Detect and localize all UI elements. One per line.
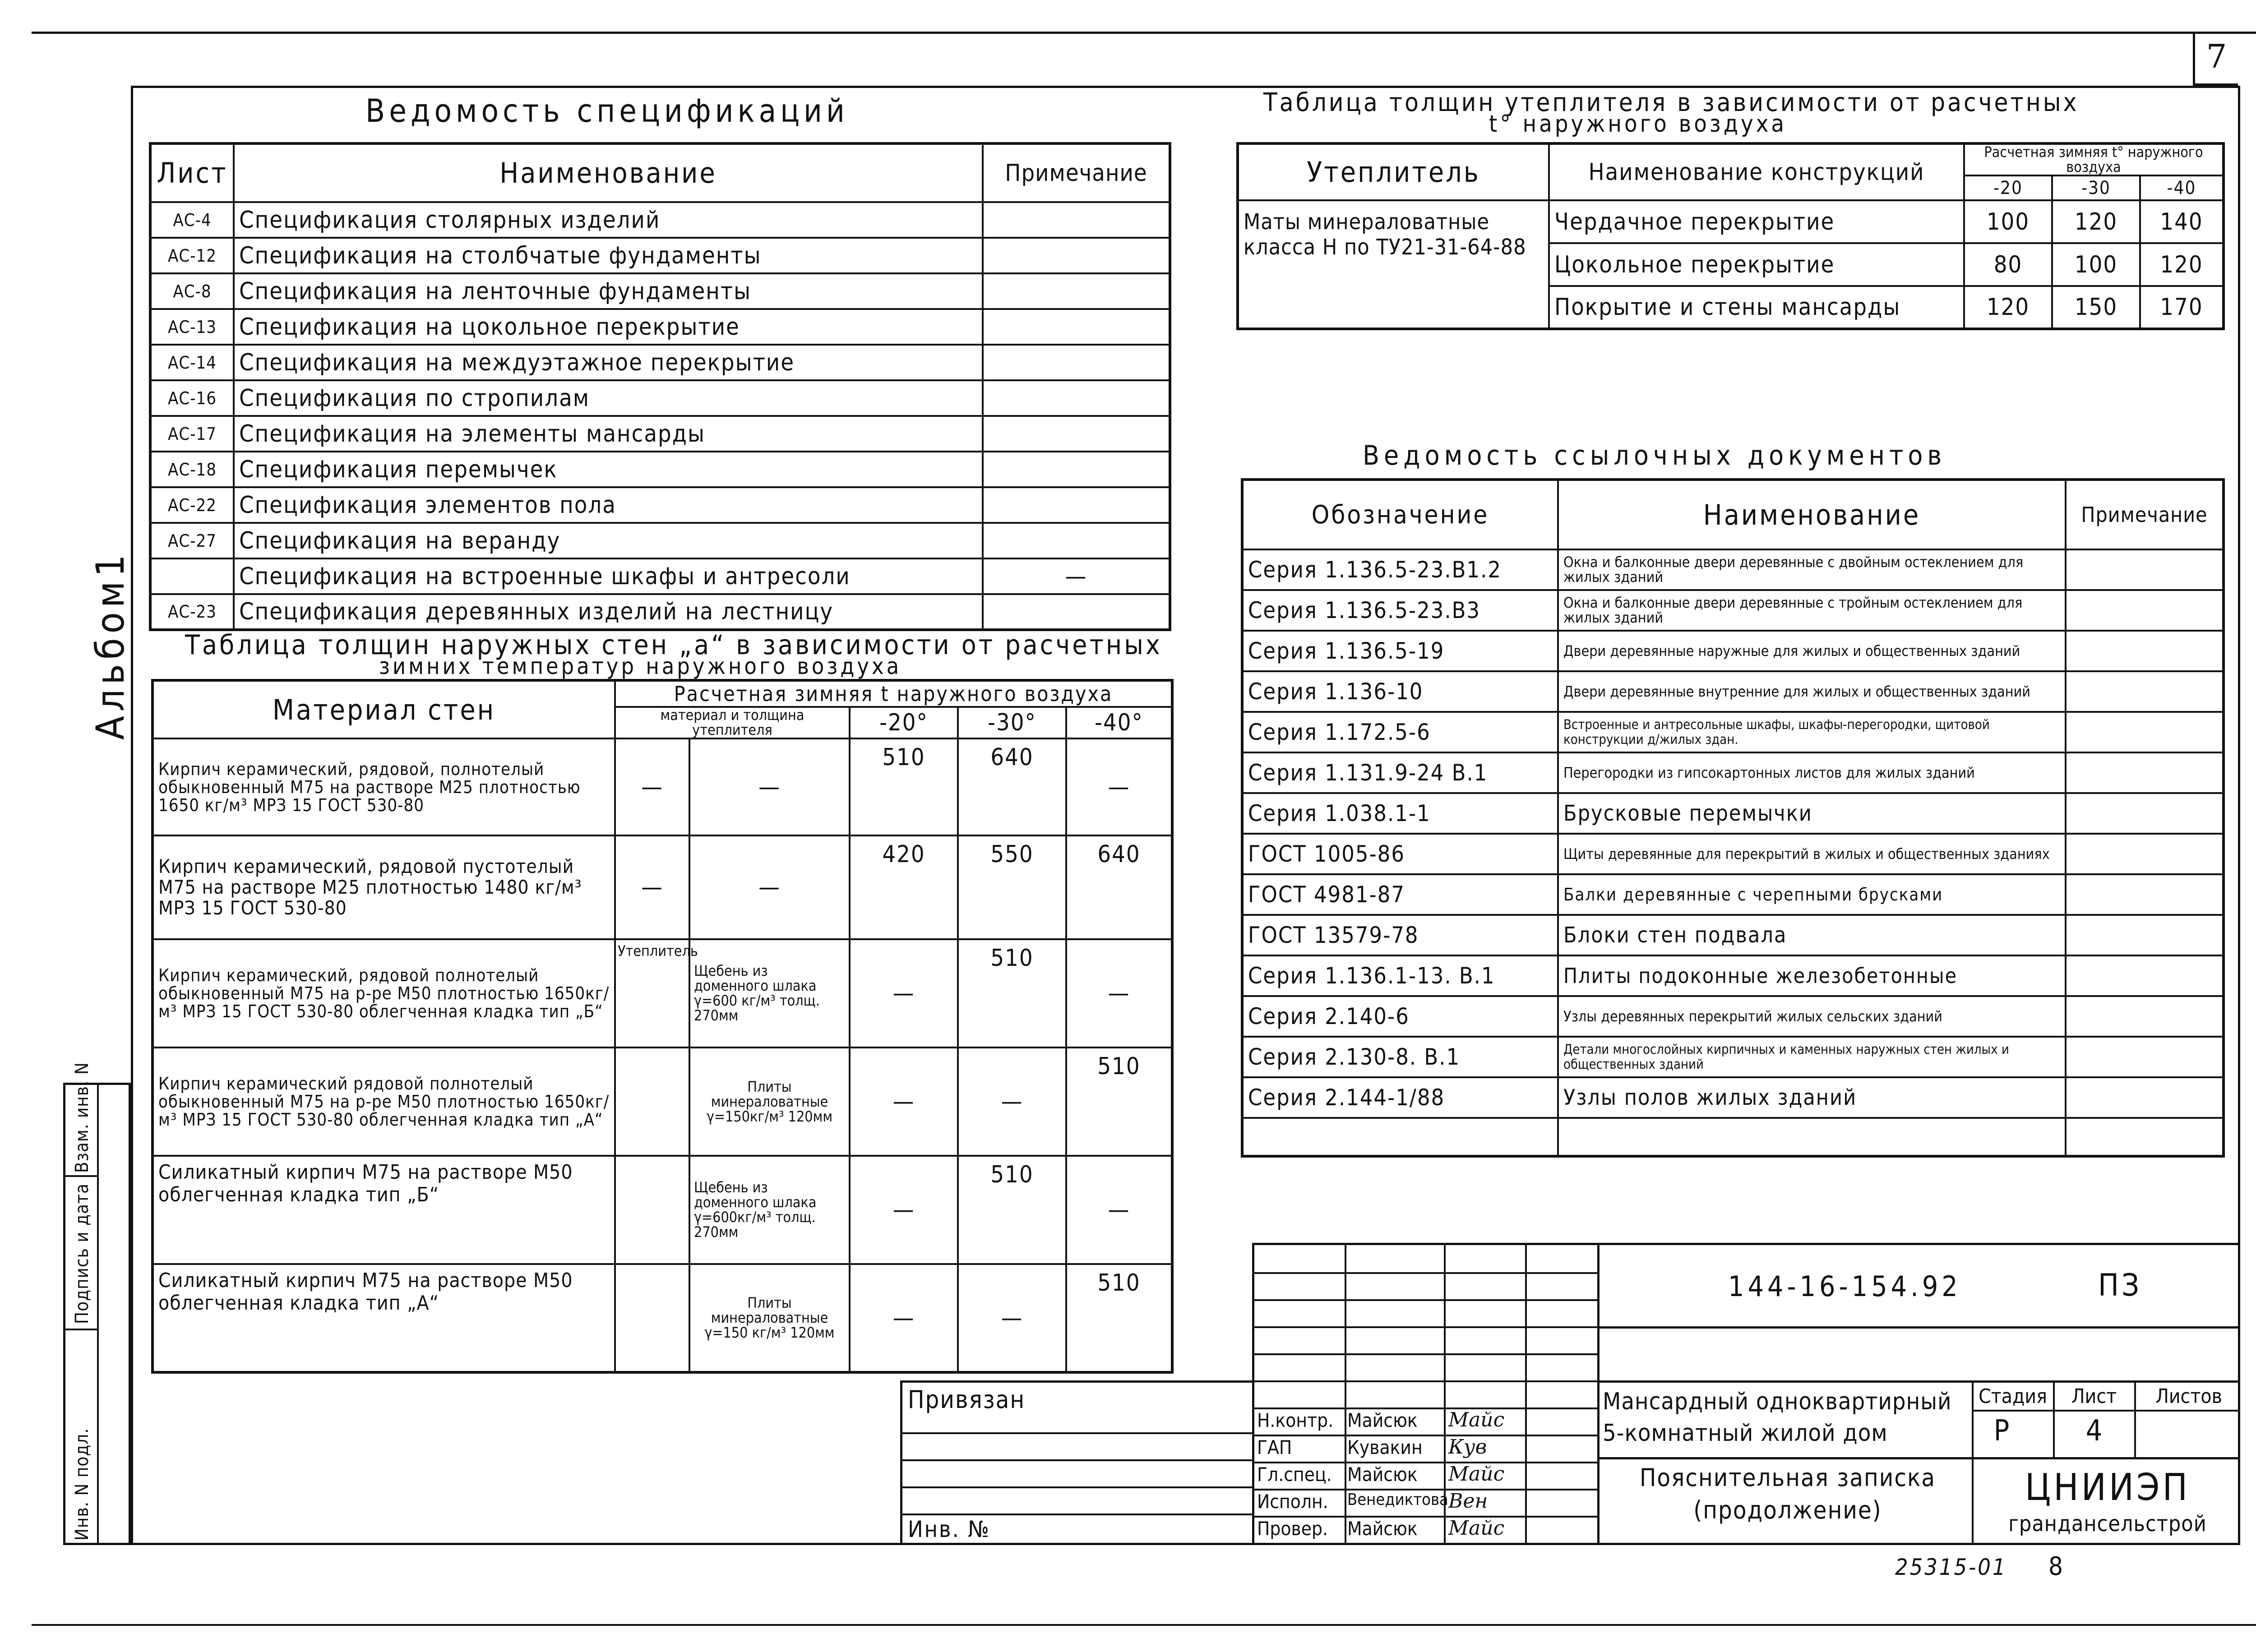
bottom-border [32, 1624, 2256, 1626]
insul-row-t20: 120 [1964, 286, 2052, 329]
ref-header-name: Наименование [1558, 480, 2066, 549]
walls-row-t20: 510 [850, 738, 958, 835]
sheets-label: Листов [2155, 1385, 2222, 1408]
walls-row-t40: 640 [1066, 835, 1172, 939]
ref-row-code: Серия 2.140-6 [1242, 996, 1558, 1037]
ref-row-note [2066, 915, 2224, 955]
ref-docs-title: Ведомость ссылочных документов [1363, 440, 1946, 471]
walls-header-material: Материал стен [153, 680, 615, 738]
walls-row-t40: 510 [1066, 1047, 1172, 1156]
vzam-inv-label: Взам. инв. N [72, 1062, 92, 1173]
spec-row-name: Спецификация на ленточные фундаменты [234, 273, 983, 309]
walls-row-insul1 [615, 1047, 689, 1156]
spec-row-sheet: АС-17 [150, 416, 234, 452]
org-line2: грандансельстрой [2008, 1511, 2207, 1537]
role-name: Майсюк [1347, 1518, 1418, 1540]
spec-row-name: Спецификация деревянных изделий на лестницу [234, 594, 983, 630]
album-label: Альбом1 [88, 550, 133, 740]
ref-row-name: Двери деревянные внутренние для жилых и общественных зданий [1558, 671, 2066, 712]
walls-row-insul1: — [615, 738, 689, 835]
ref-row-code: ГОСТ 4981-87 [1242, 874, 1558, 915]
ref-row-name: Окна и балконные двери деревянные с двойным остеклением для жилых зданий [1558, 549, 2066, 590]
spec-row-sheet: АС-14 [150, 345, 234, 380]
insul-row-t20: 80 [1964, 243, 2052, 286]
spec-row-note [983, 523, 1170, 558]
insul-row-t30: 150 [2052, 286, 2140, 329]
role-signature: Вен [1448, 1490, 1488, 1513]
stage-label: Стадия [1979, 1385, 2047, 1408]
ref-row-code: ГОСТ 13579-78 [1242, 915, 1558, 955]
spec-row-note [983, 309, 1170, 345]
insul-row-name: Покрытие и стены мансарды [1549, 286, 1964, 329]
ref-row-code: Серия 1.038.1-1 [1242, 793, 1558, 834]
left-strip [63, 1062, 131, 1545]
walls-header-t20: -20° [850, 707, 958, 738]
spec-row-name: Спецификация на встроенные шкафы и антресоли [234, 558, 983, 594]
ref-row-code: Серия 1.136-10 [1242, 671, 1558, 712]
inv-podl-label: Инв. N подл. [72, 1428, 92, 1541]
ref-row-name: Двери деревянные наружные для жилых и общественных зданий [1558, 631, 2066, 671]
walls-row-material: Силикатный кирпич М75 на растворе М50 облегченная кладка тип „Б“ [153, 1156, 615, 1264]
ref-row-name: Узлы деревянных перекрытий жилых сельских зданий [1558, 996, 2066, 1037]
ref-row-code: Серия 2.130-8. В.1 [1242, 1037, 1558, 1077]
walls-row-t20: — [850, 1264, 958, 1372]
spec-row-note [983, 487, 1170, 523]
role-name: Майсюк [1347, 1463, 1418, 1486]
ref-row-note [2066, 712, 2224, 752]
spec-row-note [983, 416, 1170, 452]
ref-row-code: Серия 1.136.1-13. В.1 [1242, 955, 1558, 996]
walls-row-t30: 640 [958, 738, 1066, 835]
frame-left [131, 86, 133, 1545]
walls-title-line2: зимних температур наружного воздуха [379, 653, 902, 679]
insul-title-line1: Таблица толщин утеплителя в зависимости от расчетных [1263, 88, 2079, 117]
walls-row-insul1 [615, 1156, 689, 1264]
spec-header-name: Наименование [234, 143, 983, 202]
walls-row-insul2: — [689, 835, 850, 939]
org-line1: ЦНИИЭП [2025, 1466, 2191, 1509]
insul-header-insul: Утеплитель [1238, 143, 1549, 200]
walls-row-t30: 550 [958, 835, 1066, 939]
role-name: Кувакин [1347, 1436, 1423, 1458]
spec-row-note [983, 594, 1170, 630]
spec-row-name: Спецификация на междуэтажное перекрытие [234, 345, 983, 380]
ref-row-note [2066, 955, 2224, 996]
spec-row-sheet: АС-4 [150, 202, 234, 238]
insul-row-t20: 100 [1964, 200, 2052, 243]
ref-row-code [1242, 1118, 1558, 1156]
ref-row-note [2066, 1037, 2224, 1077]
spec-row-name: Спецификация на столбчатые фундаменты [234, 238, 983, 273]
archive-code: 25315-01 [1895, 1554, 2007, 1580]
insul-row-name: Чердачное перекрытие [1549, 200, 1964, 243]
spec-row-sheet: АС-8 [150, 273, 234, 309]
ref-row-code: Серия 2.144-1/88 [1242, 1077, 1558, 1118]
ref-row-note [2066, 874, 2224, 915]
insul-header-t40: -40 [2140, 175, 2224, 200]
spec-list-title: Ведомость спецификаций [365, 92, 849, 129]
spec-row-note [983, 238, 1170, 273]
spec-row-sheet [150, 558, 234, 594]
title-block [1252, 1243, 2240, 1545]
spec-list-table [149, 142, 1171, 631]
role-signature: Майс [1448, 1463, 1505, 1486]
ref-row-note [2066, 793, 2224, 834]
insul-row-t30: 100 [2052, 243, 2140, 286]
stage-value: Р [1993, 1414, 2010, 1448]
walls-row-insul2: — [689, 738, 850, 835]
ref-row-note [2066, 671, 2224, 712]
role-name: Венедиктова [1347, 1490, 1448, 1509]
project-code: 144-16-154.92 [1728, 1270, 1961, 1303]
sheet-label: Лист [2071, 1385, 2117, 1408]
walls-row-insul1: Утеплитель [615, 939, 689, 1047]
ref-row-note [2066, 1118, 2224, 1156]
spec-row-sheet: АС-16 [150, 380, 234, 416]
insul-header-name: Наименование конструкций [1549, 143, 1964, 200]
spec-row-note [983, 345, 1170, 380]
spec-row-sheet: АС-22 [150, 487, 234, 523]
ref-row-name: Балки деревянные с черепными брусками [1558, 874, 2066, 915]
ref-header-code: Обозначение [1242, 480, 1558, 549]
ref-row-code: ГОСТ 1005-86 [1242, 834, 1558, 874]
ref-row-name: Блоки стен подвала [1558, 915, 2066, 955]
spec-row-sheet: АС-23 [150, 594, 234, 630]
role-signature: Майс [1448, 1408, 1505, 1431]
walls-row-t30: 510 [958, 939, 1066, 1047]
insul-row-t40: 120 [2140, 243, 2224, 286]
ref-row-code: Серия 1.136.5-23.В3 [1242, 590, 1558, 631]
spec-header-sheet: Лист [150, 143, 234, 202]
walls-title-line1: Таблица толщин наружных стен „а“ в зависимости от расчетных [185, 629, 1162, 661]
ref-row-note [2066, 752, 2224, 793]
walls-row-insul2: Плиты минераловатные γ=150 кг/м³ 120мм [689, 1264, 850, 1372]
insul-row-t40: 140 [2140, 200, 2224, 243]
spec-header-note: Примечание [983, 143, 1170, 202]
walls-row-t20: — [850, 939, 958, 1047]
ref-row-code: Серия 1.131.9-24 В.1 [1242, 752, 1558, 793]
insul-header-t30: -30 [2052, 175, 2140, 200]
walls-row-t40: — [1066, 1156, 1172, 1264]
ref-row-name: Перегородки из гипсокартонных листов для жилых зданий [1558, 752, 2066, 793]
role-label: Исполн. [1257, 1490, 1328, 1513]
spec-row-name: Спецификация на элементы мансарды [234, 416, 983, 452]
walls-row-t40: — [1066, 939, 1172, 1047]
walls-row-insul1 [615, 1264, 689, 1372]
walls-row-t30: — [958, 1264, 1066, 1372]
ref-row-code: Серия 1.172.5-6 [1242, 712, 1558, 752]
insulation-table [1236, 142, 2225, 330]
role-label: ГАП [1257, 1436, 1292, 1458]
document-name: Пояснительная записка (продолжение) [1639, 1463, 1936, 1524]
podpis-data-label: Подпись и дата [72, 1183, 92, 1324]
walls-row-t30: — [958, 1047, 1066, 1156]
spec-row-note [983, 273, 1170, 309]
walls-row-t20: 420 [850, 835, 958, 939]
privyazan-label: Привязан [908, 1385, 1026, 1414]
walls-row-insul1: — [615, 835, 689, 939]
role-signature: Майс [1448, 1517, 1505, 1540]
inv-no-label: Инв. № [908, 1516, 990, 1542]
ref-row-note [2066, 631, 2224, 671]
sheet-value: 4 [2085, 1414, 2103, 1448]
ref-row-name: Узлы полов жилых зданий [1558, 1077, 2066, 1118]
role-label: Провер. [1257, 1518, 1328, 1540]
walls-row-material: Силикатный кирпич М75 на растворе М50 облегченная кладка тип „А“ [153, 1264, 615, 1372]
walls-row-insul2: Щебень из доменного шлака γ=600 кг/м³ толщ. 270мм [689, 939, 850, 1047]
section-code: ПЗ [2098, 1268, 2142, 1303]
walls-header-t30: -30° [958, 707, 1066, 738]
ref-row-note [2066, 590, 2224, 631]
spec-row-sheet: АС-13 [150, 309, 234, 345]
ref-header-note: Примечание [2066, 480, 2224, 549]
spec-row-name: Спецификация перемычек [234, 452, 983, 487]
archive-page: 8 [2048, 1552, 2063, 1581]
ref-row-name: Окна и балконные двери деревянные с тройным остеклением для жилых зданий [1558, 590, 2066, 631]
walls-row-t20: — [850, 1156, 958, 1264]
ref-row-name: Встроенные и антресольные шкафы, шкафы-перегородки, щитовой конструкции д/жилых здан. [1558, 712, 2066, 752]
spec-row-name: Спецификация на цокольное перекрытие [234, 309, 983, 345]
walls-header-temp: Расчетная зимняя t наружного воздуха [615, 680, 1172, 707]
walls-row-material: Кирпич керамический, рядовой пустотелый М75 на растворе М25 плотностью 1480 кг/м³ МРЗ 15 ГОСТ 530-80 [153, 835, 615, 939]
ref-row-code: Серия 1.136.5-19 [1242, 631, 1558, 671]
spec-row-note: — [983, 558, 1170, 594]
ref-row-note [2066, 996, 2224, 1037]
spec-row-sheet: АС-27 [150, 523, 234, 558]
walls-row-material: Кирпич керамический рядовой полнотелый обыкновенный М75 на р-ре М50 плотностью 1650кг/м³ МРЗ 15 ГОСТ 530-80 облегченная кладка тип „А“ [153, 1047, 615, 1156]
walls-row-t40: — [1066, 738, 1172, 835]
ref-row-note [2066, 1077, 2224, 1118]
privyazan-box [900, 1380, 1252, 1545]
insul-header-t20: -20 [1964, 175, 2052, 200]
building-name: Мансардный одноквартирный 5-комнатный жилой дом [1603, 1388, 1952, 1447]
ref-row-name: Щиты деревянные для перекрытий в жилых и общественных зданиях [1558, 834, 2066, 874]
role-signature: Кув [1448, 1435, 1487, 1458]
walls-header-insul: материал и толщина утеплителя [615, 707, 850, 738]
walls-row-t30: 510 [958, 1156, 1066, 1264]
spec-row-name: Спецификация элементов пола [234, 487, 983, 523]
ref-row-name: Детали многослойных кирпичных и каменных наружных стен жилых и общественных зданий [1558, 1037, 2066, 1077]
role-label: Гл.спец. [1257, 1463, 1332, 1486]
spec-row-name: Спецификация по стропилам [234, 380, 983, 416]
insul-row-t40: 170 [2140, 286, 2224, 329]
top-border [32, 32, 2256, 34]
walls-row-t20: — [850, 1047, 958, 1156]
role-label: Н.контр. [1257, 1409, 1334, 1431]
walls-row-insul2: Щебень из доменного шлака γ=600кг/м³ толщ. 270мм [689, 1156, 850, 1264]
role-name: Майсюк [1347, 1409, 1418, 1431]
ref-docs-table [1241, 478, 2225, 1158]
spec-row-sheet: АС-12 [150, 238, 234, 273]
walls-row-material: Кирпич керамический, рядовой, полнотелый обыкновенный М75 на растворе М25 плотностью 1650 кг/м³ МРЗ 15 ГОСТ 530-80 [153, 738, 615, 835]
spec-row-name: Спецификация столярных изделий [234, 202, 983, 238]
spec-row-note [983, 380, 1170, 416]
walls-row-insul2: Плиты минераловатные γ=150кг/м³ 120мм [689, 1047, 850, 1156]
insul-header-temp: Расчетная зимняя t° наружного воздуха [1964, 143, 2224, 175]
page-number: 7 [2206, 37, 2227, 75]
walls-header-t40: -40° [1066, 707, 1172, 738]
walls-row-material: Кирпич керамический, рядовой полнотелый обыкновенный М75 на р-ре М50 плотностью 1650кг/м³ МРЗ 15 ГОСТ 530-80 облегченная кладка тип „Б“ [153, 939, 615, 1047]
insul-row-t30: 120 [2052, 200, 2140, 243]
walls-row-t40: 510 [1066, 1264, 1172, 1372]
spec-row-sheet: АС-18 [150, 452, 234, 487]
spec-row-note [983, 452, 1170, 487]
ref-row-name: Плиты подоконные железобетонные [1558, 955, 2066, 996]
ref-row-name [1558, 1118, 2066, 1156]
page-number-box [2193, 32, 2238, 86]
walls-table [151, 679, 1174, 1374]
insul-title-line2: t° наружного воздуха [1489, 111, 1787, 138]
spec-row-name: Спецификация на веранду [234, 523, 983, 558]
insul-row-name: Цокольное перекрытие [1549, 243, 1964, 286]
ref-row-note [2066, 834, 2224, 874]
ref-row-name: Брусковые перемычки [1558, 793, 2066, 834]
ref-row-note [2066, 549, 2224, 590]
ref-row-code: Серия 1.136.5-23.В1.2 [1242, 549, 1558, 590]
insul-material: Маты минераловатные класса Н по ТУ21-31-64-88 [1238, 200, 1549, 329]
spec-row-note [983, 202, 1170, 238]
